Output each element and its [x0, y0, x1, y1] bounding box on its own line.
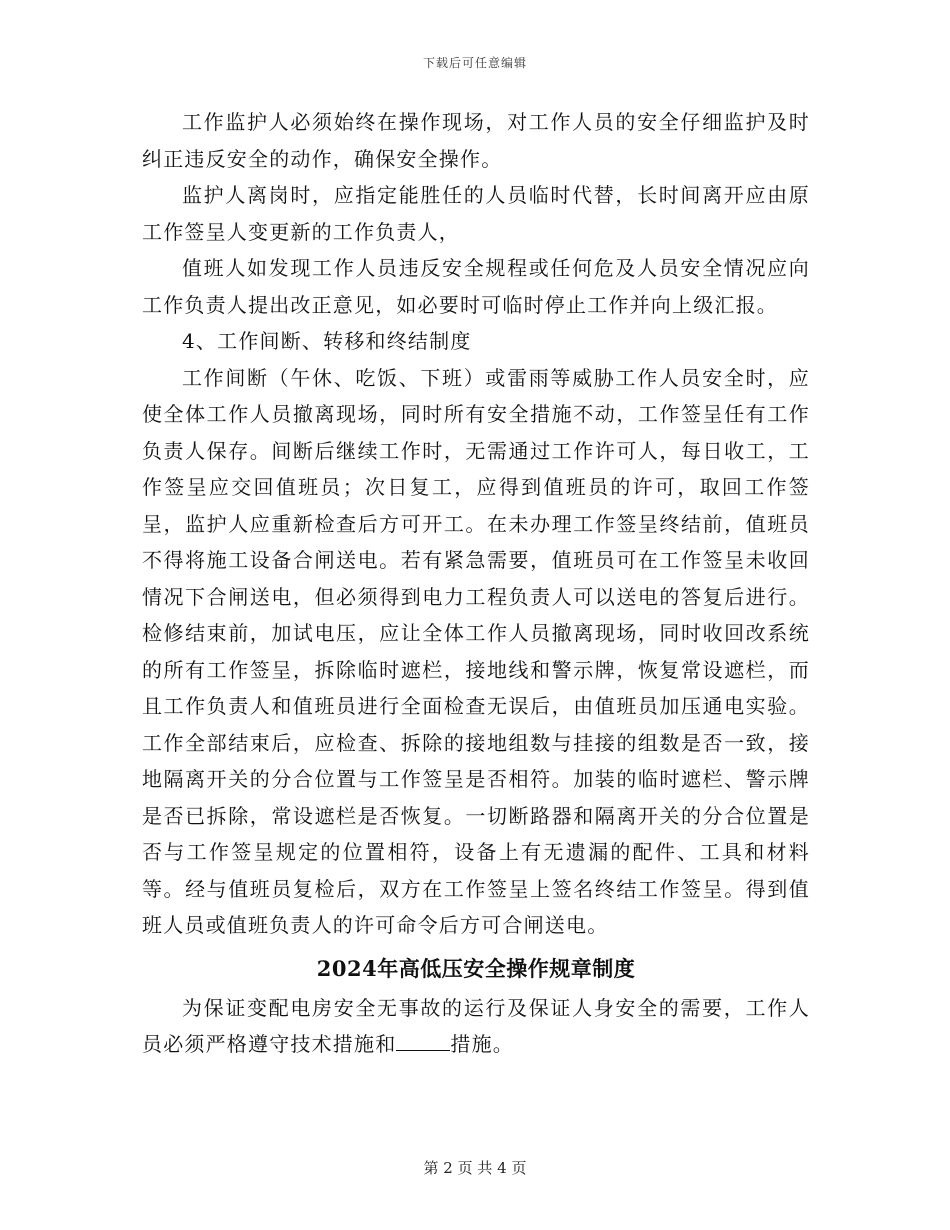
paragraph-intro	[142, 990, 810, 1063]
document-title: 2024年高低压安全操作规章制度	[316, 955, 636, 981]
fill-in-blank	[396, 1032, 450, 1051]
intro-text: 为保证变配电房安全无事故的运行及保证人身安全的需要，工作人员必须严格遵守技术措施和	[142, 995, 810, 1056]
paragraph-interruption-rules: 工作间断（午休、吃饭、下班）或雷雨等威胁工作人员安全时，应使全体工作人员撤离现场，同时所有安全措施不动，工作签呈任有工作负责人保存。间断后继续工作时，无需通过工作许可人，每日收工，工作签呈应交回值班员；次日复工，应得到值班员的许可，取回工作签呈，监护人应重新检查后方可开工。在未办理工作签呈终结前，值班员不得将施工设备合闸送电。若有紧急需要，值班员可在工作签呈未收回情况下合闸送电，但必须得到电力工程负责人可以送电的答复后进行。检修结束前，加试电压，应让全体工作人员撤离现场，同时收回改系统的所有工作签呈，拆除临时遮栏，接地线和警示牌，恢复常设遮栏，而且工作负责人和值班员进行全面检查无误后，由值班员加压通电实验。工作全部结束后，应检查、拆除的接地组数与挂接的组数是否一致，接地隔离开关的分合位置与工作签呈是否相符。加装的临时遮栏、警示牌是否已拆除，常设遮栏是否恢复。一切断路器和隔离开关的分合位置是否与工作签呈规定的位置相符，设备上有无遗漏的配件、工具和材料等。经与值班员复检后，双方在工作签呈上签名终结工作签呈。得到值班人员或值班负责人的许可命令后方可合闸送电。	[142, 365, 810, 937]
paragraph-supervisor-absence: 监护人离岗时，应指定能胜任的人员临时代替，长时间离开应由原工作签呈人变更新的工作负责人，	[142, 183, 810, 244]
page-header: 下载后可任意编辑	[422, 56, 527, 70]
page-footer: 第 2 页 共 4 页	[423, 1159, 527, 1177]
document-body	[142, 104, 810, 1063]
paragraph-supervisor-duty: 工作监护人必须始终在操作现场，对工作人员的安全仔细监护及时纠正违反安全的动作，确保安全操作。	[142, 110, 810, 171]
intro-text-end: 措施。	[450, 1032, 515, 1056]
paragraph-duty-staff: 值班人如发现工作人员违反安全规程或任何危及人员安全情况应向工作负责人提出改正意见，如必要时可临时停止工作并向上级汇报。	[142, 256, 810, 317]
section-heading: 4、工作间断、转移和终结制度	[182, 329, 472, 353]
